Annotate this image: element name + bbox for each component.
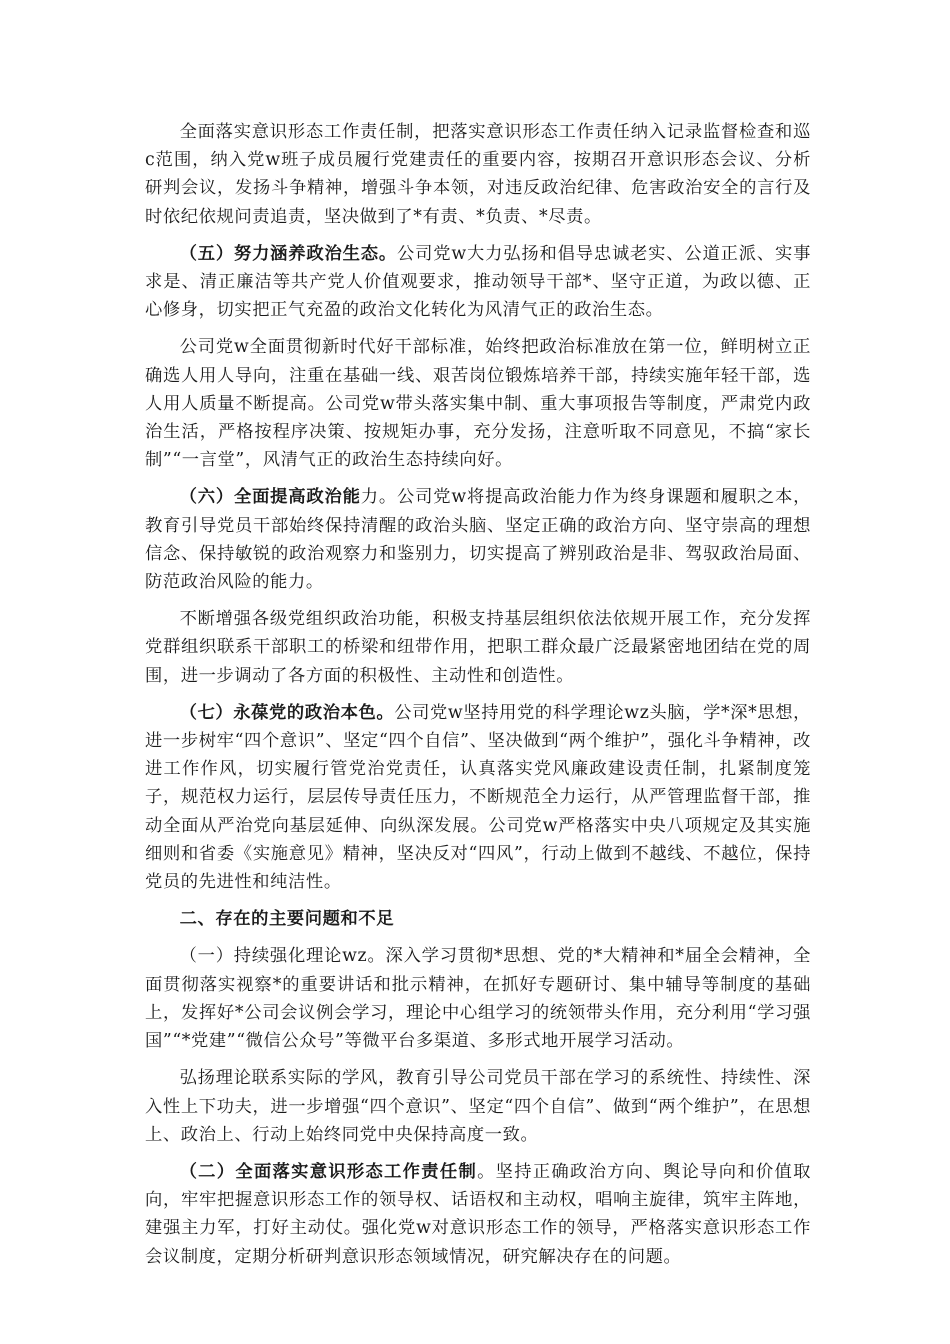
paragraph-text: 力。公司党w将提高政治能力作为终身课题和履职之本，教育引导党员干部始终保持清醒的政治头脑、坚定正确的政治方向、坚守崇高的理想信念、保持敏锐的政治观察力和鉴别力，切实提高了辨别政治是非、驾驭政治局面、防范政治风险的能力。 <box>145 487 811 593</box>
paragraph-lead: （二）全面落实意识形态工作责任制 <box>179 1161 478 1182</box>
paragraph-text: 公司党w全面贯彻新时代好干部标准，始终把政治标准放在第一位，鲜明树立正确选人用人导向，注重在基础一线、艰苦岗位锻炼培养干部，持续实施年轻干部，选人用人质量不断提高。公司党w带头落实集中制、重大事项报告等制度，严肃党内政治生活，严格按程序决策、按规矩办事，充分发扬，注意听取不同意见，不搞“家长制”“一言堂”，风清气正的政治生态持续向好。 <box>145 337 811 471</box>
paragraph-cadre-standards <box>145 333 811 474</box>
paragraph-text: 全面落实意识形态工作责任制，把落实意识形态工作责任纳入记录监督检查和巡c范围，纳入党w班子成员履行党建责任的重要内容，按期召开意识形态会议、分析研判会议，发扬斗争精神，增强斗争本领，对违反政治纪律、危害政治安全的言行及时依纪依规问责追责，坚决做到了*有责、*负责、*尽责。 <box>145 122 811 227</box>
document-page <box>145 118 811 1280</box>
paragraph-lead: （七）永葆党的政治本色。 <box>179 702 395 723</box>
paragraph-lead: （六）全面提高政治能 <box>179 487 361 508</box>
paragraph-theory-study <box>145 942 811 1055</box>
paragraph-text: 公司党w大力弘扬和倡导忠诚老实、公道正派、实事求是、清正廉洁等共产党人价值观要求，推动领导干部*、坚守正道，为政以德、正心修身，切实把正气充盈的政治文化转化为风清气正的政治生态。 <box>145 243 812 321</box>
paragraph-political-capability <box>145 483 811 596</box>
paragraph-ideology-work <box>145 1158 811 1271</box>
paragraph-political-ecology <box>145 240 811 325</box>
section-heading: 二、存在的主要问题和不足 <box>179 909 395 930</box>
paragraph-text: 不断增强各级党组织政治功能，积极支持基层组织依法依规开展工作，充分发挥党群组织联系干部职工的桥梁和纽带作用，把职工群众最广泛最紧密地团结在党的周围，进一步调动了各方面的积极性、主动性和创造性。 <box>145 609 811 686</box>
paragraph-lead: （五）努力涵养政治生态。 <box>179 243 398 264</box>
paragraph-ideology-responsibility <box>145 118 811 231</box>
paragraph-party-organization-function <box>145 605 811 690</box>
paragraph-text: 弘扬理论联系实际的学风，教育引导公司党员干部在学习的系统性、持续性、深入性上下功夫，进一步增强“四个意识”、坚定“四个自信”、做到“两个维护”，在思想上、政治上、行动上始终同党中央保持高度一致。 <box>145 1068 811 1145</box>
paragraph-text: 。坚持正确政治方向、舆论导向和价值取向，牢牢把握意识形态工作的领导权、话语权和主动权，唱响主旋律，筑牢主阵地，建强主力军，打好主动仗。强化党w对意识形态工作的领导，严格落实意识形态工作会议制度，定期分析研判意识形态领域情况，研究解决存在的问题。 <box>145 1161 811 1267</box>
paragraph-study-style <box>145 1064 811 1149</box>
paragraph-text: （一）持续强化理论wz。深入学习贯彻*思想、党的*大精神和*届全会精神，全面贯彻落实视察*的重要讲话和批示精神，在抓好专题研讨、集中辅导等制度的基础上，发挥好*公司会议例会学习，理论中心组学习的统领带头作用，充分利用“学习强国”“*党建”“微信公众号”等微平台多渠道、多形式地开展学习活动。 <box>145 946 811 1052</box>
paragraph-political-character <box>145 699 811 896</box>
paragraph-text: 公司党w坚持用党的科学理论wz头脑，学*深*思想，进一步树牢“四个意识”、坚定“四个自信”、坚决做到“两个维护”，强化斗争精神，改进工作作风，切实履行管党治党责任，认真落实党风廉政建设责任制，扎紧制度笼子，规范权力运行，层层传导责任压力，不断规范全力运行，从严管理监督干部，推动全面从严治党向基层延伸、向纵深发展。公司党w严格落实中央八项规定及其实施细则和省委《实施意见》精神，坚决反对“四风”，行动上做到不越线、不越位，保持党员的先进性和纯洁性。 <box>145 702 811 893</box>
